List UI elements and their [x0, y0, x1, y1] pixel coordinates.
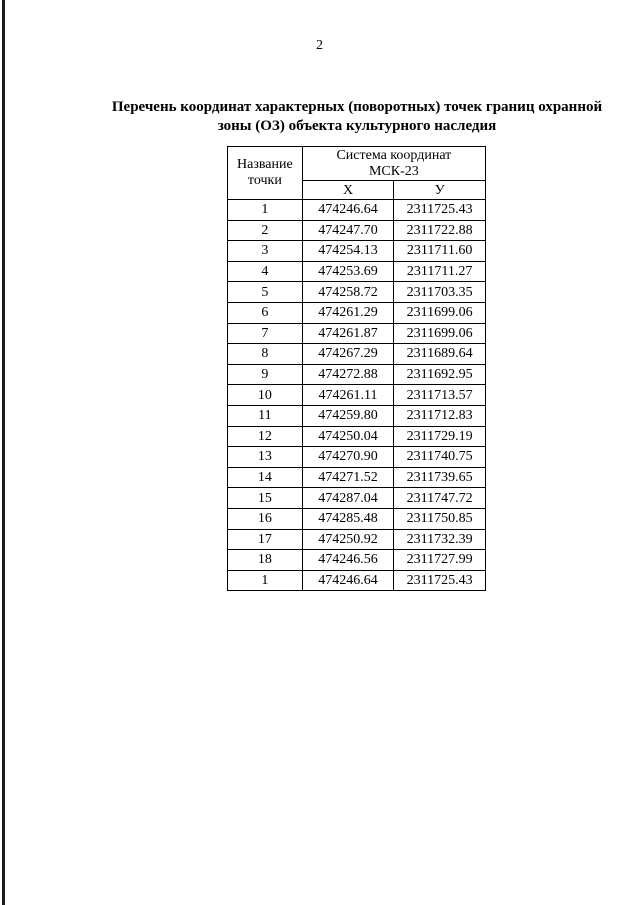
coordinate-system-header-line-1: Система координат [336, 147, 452, 163]
x-coordinate-cell: 474258.72 [302, 282, 394, 303]
y-coordinate-cell: 2311713.57 [394, 385, 486, 406]
table-row [228, 200, 486, 221]
point-name-cell: 4 [228, 261, 303, 282]
x-coordinate-cell: 474271.52 [302, 467, 394, 488]
x-coordinate-cell: 474250.92 [302, 529, 394, 550]
coordinate-system-header [302, 147, 485, 181]
point-name-cell: 1 [228, 570, 303, 591]
x-coordinate-cell: 474261.87 [302, 323, 394, 344]
y-coordinate-cell: 2311732.39 [394, 529, 486, 550]
point-name-cell: 16 [228, 508, 303, 529]
y-coordinate-cell: 2311725.43 [394, 570, 486, 591]
point-name-header [228, 147, 303, 200]
x-coordinate-cell: 474261.11 [302, 385, 394, 406]
y-coordinate-cell: 2311740.75 [394, 447, 486, 468]
y-coordinate-cell: 2311692.95 [394, 364, 486, 385]
x-coordinate-cell: 474285.48 [302, 508, 394, 529]
table-row [228, 508, 486, 529]
point-name-cell: 17 [228, 529, 303, 550]
point-name-cell: 8 [228, 344, 303, 365]
table-row [228, 488, 486, 509]
x-coordinate-cell: 474247.70 [302, 220, 394, 241]
x-coordinate-cell: 474246.64 [302, 570, 394, 591]
table-row [228, 241, 486, 262]
point-name-cell: 7 [228, 323, 303, 344]
table-row [228, 550, 486, 571]
table-row [228, 467, 486, 488]
table-row [228, 385, 486, 406]
coordinate-system-header-line-2: МСК-23 [368, 163, 419, 179]
table-row [228, 261, 486, 282]
x-coordinate-cell: 474272.88 [302, 364, 394, 385]
point-name-cell: 12 [228, 426, 303, 447]
x-coordinate-cell: 474253.69 [302, 261, 394, 282]
y-coordinate-cell: 2311711.60 [394, 241, 486, 262]
point-name-cell: 11 [228, 405, 303, 426]
point-name-cell: 3 [228, 241, 303, 262]
y-coordinate-cell: 2311739.65 [394, 467, 486, 488]
table-row [228, 570, 486, 591]
point-name-header-line-1: Название [237, 157, 293, 172]
x-coordinate-cell: 474246.56 [302, 550, 394, 571]
point-name-cell: 13 [228, 447, 303, 468]
y-coordinate-cell: 2311712.83 [394, 405, 486, 426]
x-coordinate-cell: 474246.64 [302, 200, 394, 221]
point-name-cell: 2 [228, 220, 303, 241]
point-name-cell: 10 [228, 385, 303, 406]
page-left-edge [2, 0, 5, 905]
point-name-cell: 5 [228, 282, 303, 303]
y-coordinate-cell: 2311699.06 [394, 302, 486, 323]
y-coordinate-cell: 2311711.27 [394, 261, 486, 282]
point-name-cell: 15 [228, 488, 303, 509]
table-row [228, 529, 486, 550]
table-row [228, 405, 486, 426]
document-title [100, 98, 614, 136]
y-coordinate-cell: 2311729.19 [394, 426, 486, 447]
x-coordinate-cell: 474259.80 [302, 405, 394, 426]
table-row [228, 282, 486, 303]
point-name-cell: 14 [228, 467, 303, 488]
page-number: 2 [316, 38, 323, 53]
y-coordinate-cell: 2311689.64 [394, 344, 486, 365]
x-coordinate-cell: 474270.90 [302, 447, 394, 468]
table-row [228, 220, 486, 241]
table-row [228, 323, 486, 344]
y-coordinate-cell: 2311750.85 [394, 508, 486, 529]
point-name-cell: 6 [228, 302, 303, 323]
y-column-header: У [394, 181, 486, 200]
y-coordinate-cell: 2311699.06 [394, 323, 486, 344]
x-coordinate-cell: 474287.04 [302, 488, 394, 509]
x-coordinate-cell: 474267.29 [302, 344, 394, 365]
table-row [228, 344, 486, 365]
table-row [228, 426, 486, 447]
y-coordinate-cell: 2311725.43 [394, 200, 486, 221]
y-coordinate-cell: 2311703.35 [394, 282, 486, 303]
table-row [228, 447, 486, 468]
document-title-line-2: зоны (ОЗ) объекта культурного наследия [217, 118, 497, 134]
x-column-header: Х [302, 181, 394, 200]
table-header-row [228, 147, 486, 181]
x-coordinate-cell: 474261.29 [302, 302, 394, 323]
table-row [228, 364, 486, 385]
point-name-cell: 18 [228, 550, 303, 571]
y-coordinate-cell: 2311727.99 [394, 550, 486, 571]
point-name-cell: 9 [228, 364, 303, 385]
table-row [228, 302, 486, 323]
y-coordinate-cell: 2311747.72 [394, 488, 486, 509]
y-coordinate-cell: 2311722.88 [394, 220, 486, 241]
point-name-header-line-2: точки [247, 173, 282, 188]
x-coordinate-cell: 474250.04 [302, 426, 394, 447]
document-title-line-1: Перечень координат характерных (поворотных) точек границ охранной [111, 99, 603, 115]
coordinates-table [227, 146, 486, 591]
x-coordinate-cell: 474254.13 [302, 241, 394, 262]
coordinates-table-body [228, 200, 486, 591]
point-name-cell: 1 [228, 200, 303, 221]
